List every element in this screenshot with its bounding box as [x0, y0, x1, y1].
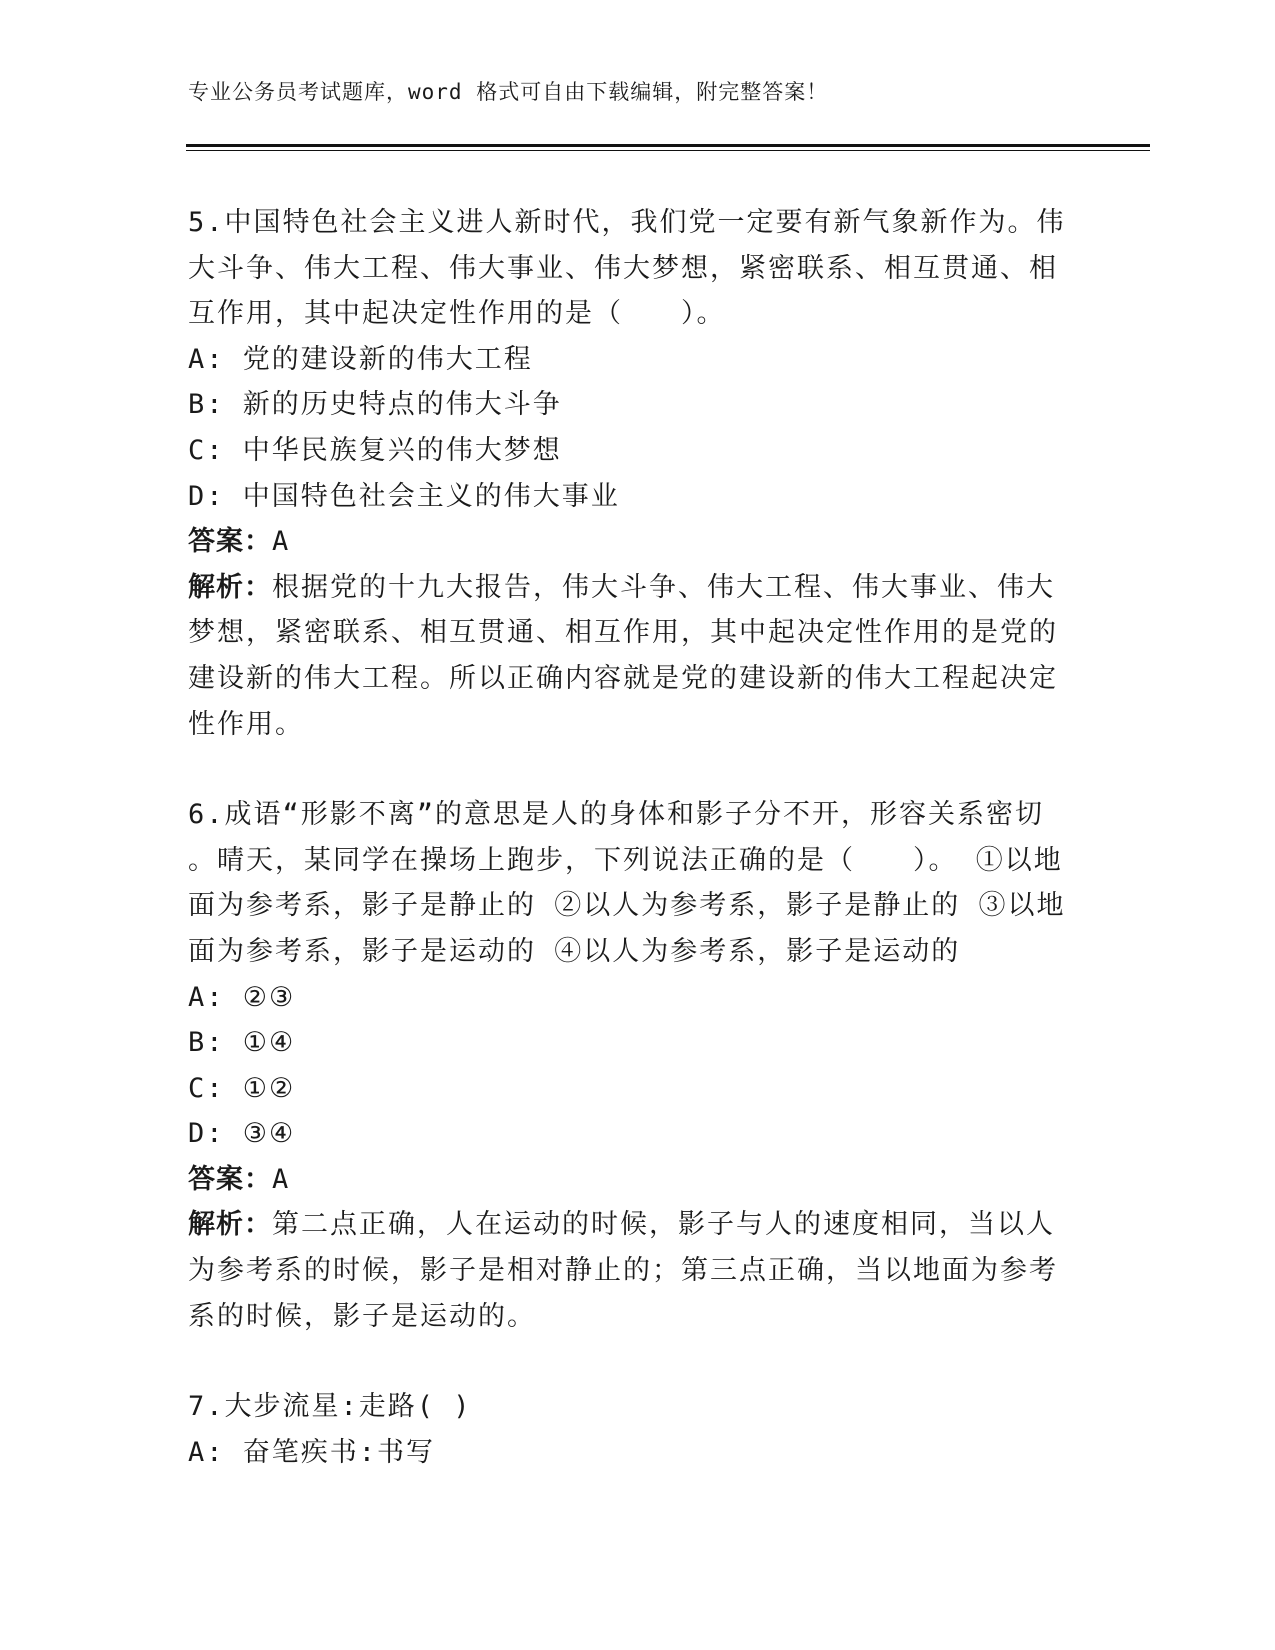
option-d: D: 中国特色社会主义的伟大事业: [188, 480, 620, 512]
question-spacer: [188, 747, 1088, 792]
option-a: A: 奋笔疾书:书写: [188, 1436, 436, 1468]
question-block: [188, 200, 1088, 747]
question-stem-line: 互作用，其中起决定性作用的是（ ）。: [188, 298, 726, 330]
analysis-line: 建设新的伟大工程。所以正确内容就是党的建设新的伟大工程起决定: [188, 662, 1058, 694]
answer-value: A: [272, 1163, 291, 1195]
answer-line: [188, 1157, 1088, 1203]
question-stem-line: 7.大步流星:走路( ): [188, 1391, 472, 1423]
question-list: [188, 200, 1088, 1475]
analysis-label: 解析：: [188, 1209, 272, 1241]
option-b: B: 新的历史特点的伟大斗争: [188, 389, 562, 421]
answer-value: A: [272, 526, 291, 558]
option-d: D: ③④: [188, 1118, 296, 1150]
question-stem-line: 大斗争、伟大工程、伟大事业、伟大梦想，紧密联系、相互贯通、相: [188, 252, 1058, 284]
option-c: C: 中华民族复兴的伟大梦想: [188, 434, 562, 466]
analysis-text: 根据党的十九大报告，伟大斗争、伟大工程、伟大事业、伟大: [272, 571, 1055, 603]
header-rule-thin: [186, 150, 1150, 151]
analysis-line: 为参考系的时候，影子是相对静止的；第三点正确，当以地面为参考: [188, 1255, 1058, 1287]
header-rule-thick: [186, 144, 1150, 147]
option-a: A: 党的建设新的伟大工程: [188, 343, 533, 375]
analysis-line: 性作用。: [188, 708, 304, 740]
analysis-line: 系的时候，影子是运动的。: [188, 1300, 536, 1332]
question-stem-line: 5.中国特色社会主义进人新时代，我们党一定要有新气象新作为。伟: [188, 207, 1066, 238]
option-a: A: ②③: [188, 981, 296, 1013]
analysis-text: 第二点正确，人在运动的时候，影子与人的速度相同，当以人: [272, 1209, 1055, 1241]
answer-label: 答案：: [188, 526, 272, 558]
analysis-line: [188, 1202, 1088, 1248]
analysis-line: [188, 565, 1088, 611]
page-header: 专业公务员考试题库，word 格式可自由下载编辑，附完整答案！: [188, 80, 829, 104]
question-block: [188, 1384, 1088, 1475]
question-block: [188, 792, 1088, 1339]
question-stem-line: 。晴天，某同学在操场上跑步，下列说法正确的是（ ）。 ①以地: [188, 844, 1063, 876]
answer-line: [188, 519, 1088, 565]
question-stem-line: 面为参考系，影子是运动的 ④以人为参考系，影子是运动的: [188, 935, 961, 967]
analysis-line: 梦想，紧密联系、相互贯通、相互作用，其中起决定性作用的是党的: [188, 617, 1058, 649]
question-stem-line: 6.成语“形影不离”的意思是人的身体和影子分不开，形容关系密切: [188, 799, 1045, 831]
question-stem-line: 面为参考系，影子是静止的 ②以人为参考系，影子是静止的 ③以地: [188, 890, 1066, 922]
option-c: C: ①②: [188, 1072, 296, 1104]
question-spacer: [188, 1339, 1088, 1384]
option-b: B: ①④: [188, 1027, 296, 1059]
analysis-label: 解析：: [188, 571, 272, 603]
answer-label: 答案：: [188, 1163, 272, 1195]
